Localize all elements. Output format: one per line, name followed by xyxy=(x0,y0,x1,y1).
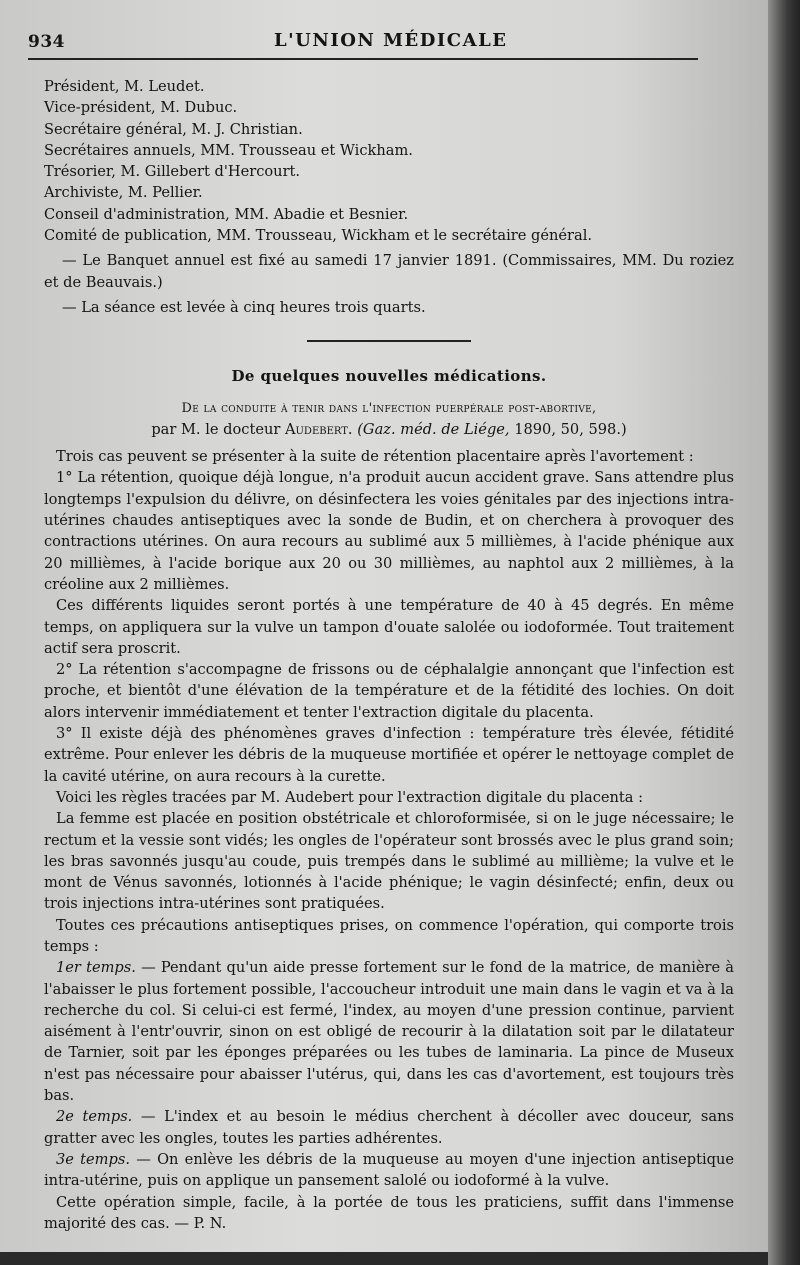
step-text: — L'index et au besoin le médius cherchent à décoller avec douceur, sans gratter avec les ongles, toutes les parties adhérentes. xyxy=(44,1108,734,1147)
officers-list xyxy=(44,76,734,246)
page-number: 934 xyxy=(28,32,65,52)
body-paragraph: 1° La rétention, quoique déjà longue, n'a produit aucun accident grave. Sans attendre plus longtemps l'expulsion du délivre, on désinfectera les voies génitales par des injections intra-utérines chaudes antiseptiques avec la sonde de Budin, et on cherchera à provoquer des contractions utérines. On aura recours au sublimé aux 5 millièmes, à l'acide phénique aux 20 millièmes, à l'acide borique aux 20 ou 30 millièmes, au naphtol aux 2 millièmes, à la créoline aux 2 millièmes. xyxy=(44,469,734,593)
section-divider xyxy=(307,340,471,342)
officer-line: Archiviste, M. Pellier. xyxy=(44,184,203,202)
step-paragraph xyxy=(44,1149,734,1192)
step-text: — Pendant qu'un aide presse fortement sur le fond de la matrice, de manière à l'abaisser le plus fortement possible, l'accoucheur introduit une main dans le vagin et va à la recherche du col. Si celui-ci est fermé, l'index, au moyen d'une pression continue, parvient aisément à l'entr'ouvrir, sinon on est obligé de recourir à la dilatation soit par le dilatateur de Tarnier, soit par les éponges préparées ou les tubes de laminaria. La pince de Museux n'est pas nécessaire pour abaisser l'utérus, qui, dans les cas d'avortement, est toujours très bas. xyxy=(44,959,734,1105)
body-paragraph: 3° Il existe déjà des phénomènes graves d'infection : température très élevée, fétidité extrême. Pour enlever les débris de la muqueuse mortifiée et opérer le nettoyage complet de la cavité utérine, on aura recours à la curette. xyxy=(44,725,734,785)
article-subtitle: De la conduite à tenir dans l'infection puerpérale post-abortive, xyxy=(181,400,597,416)
closing-paragraph: Cette opération simple, facile, à la portée de tous les praticiens, suffit dans l'immense majorité des cas. — P. N. xyxy=(44,1193,734,1232)
officer-line: Président, M. Leudet. xyxy=(44,78,205,95)
step-text: — On enlève les débris de la muqueuse au moyen d'une injection antiseptique intra-utérine, puis on applique un pansement salolé ou iodoformé à la vulve. xyxy=(44,1150,734,1190)
step-label: 1er temps. xyxy=(56,959,136,977)
citation-details: 1890, 50, 598.) xyxy=(514,420,627,438)
citation-journal: (Gaz. méd. de Liége, xyxy=(357,420,510,438)
officer-line: Vice-président, M. Dubuc. xyxy=(44,99,238,117)
article-body xyxy=(44,446,734,1234)
section-title: De quelques nouvelles médications. xyxy=(231,367,547,386)
step-label: 2e temps. xyxy=(56,1108,133,1126)
header-rule xyxy=(28,58,698,60)
officer-line: Secrétaires annuels, MM. Trousseau et Wickham. xyxy=(44,141,413,159)
body-paragraph: Toutes ces précautions antiseptiques prises, on commence l'opération, qui comporte trois temps : xyxy=(44,916,734,955)
step-paragraph xyxy=(44,957,734,1106)
session-closing: — La séance est levée à cinq heures trois quarts. xyxy=(62,298,426,316)
body-paragraph: Ces différents liquides seront portés à une température de 40 à 45 degrés. En même temps, on appliquera sur la vulve un tampon d'ouate salolée ou iodoformée. Tout traitement actif sera proscrit. xyxy=(44,597,734,657)
citation-author: Audebert. xyxy=(284,420,353,438)
page-content xyxy=(44,76,734,1234)
page-header xyxy=(28,26,708,56)
body-paragraph: La femme est placée en position obstétricale et chloroformisée, si on le juge nécessaire; le rectum et la vessie sont vidés; les ongles de l'opérateur sont brossés avec le plus grand soin; les bras savonnés jusqu'au coude, puis trempés dans le sublimé au millième; la vulve et le mont de Vénus savonnés, lotionnés à l'acide phénique; le vagin désinfecté; enfin, deux ou trois injections intra-utérines sont pratiquées. xyxy=(44,810,734,913)
citation-prefix: par M. le docteur xyxy=(151,420,281,438)
body-paragraph: 2° La rétention s'accompagne de frissons ou de céphalalgie annonçant que l'infection est proche, et bientôt d'une élévation de la température et de la fétidité des lochies. On doit alors intervenir immédiatement et tenter l'extraction digitale du placenta. xyxy=(44,661,734,721)
officer-line: Trésorier, M. Gillebert d'Hercourt. xyxy=(44,163,301,181)
body-paragraph: Voici les règles tracées par M. Audebert pour l'extraction digitale du placenta : xyxy=(56,788,644,806)
officer-line: Comité de publication, MM. Trousseau, Wickham et le secrétaire général. xyxy=(44,227,593,245)
scan-edge-shadow xyxy=(768,0,800,1265)
body-paragraph: Trois cas peuvent se présenter à la suite de rétention placentaire après l'avortement : xyxy=(56,448,694,466)
officer-line: Conseil d'administration, MM. Abadie et Besnier. xyxy=(44,205,409,223)
banquet-announcement: — Le Banquet annuel est fixé au samedi 17 janvier 1891. (Commissaires, MM. Du roziez et de Beauvais.) xyxy=(44,252,734,291)
step-label: 3e temps. xyxy=(56,1150,130,1168)
step-paragraph xyxy=(44,1106,734,1149)
journal-title: L'UNION MÉDICALE xyxy=(274,30,508,51)
article-citation xyxy=(44,419,734,440)
officer-line: Secrétaire général, M. J. Christian. xyxy=(44,120,303,138)
